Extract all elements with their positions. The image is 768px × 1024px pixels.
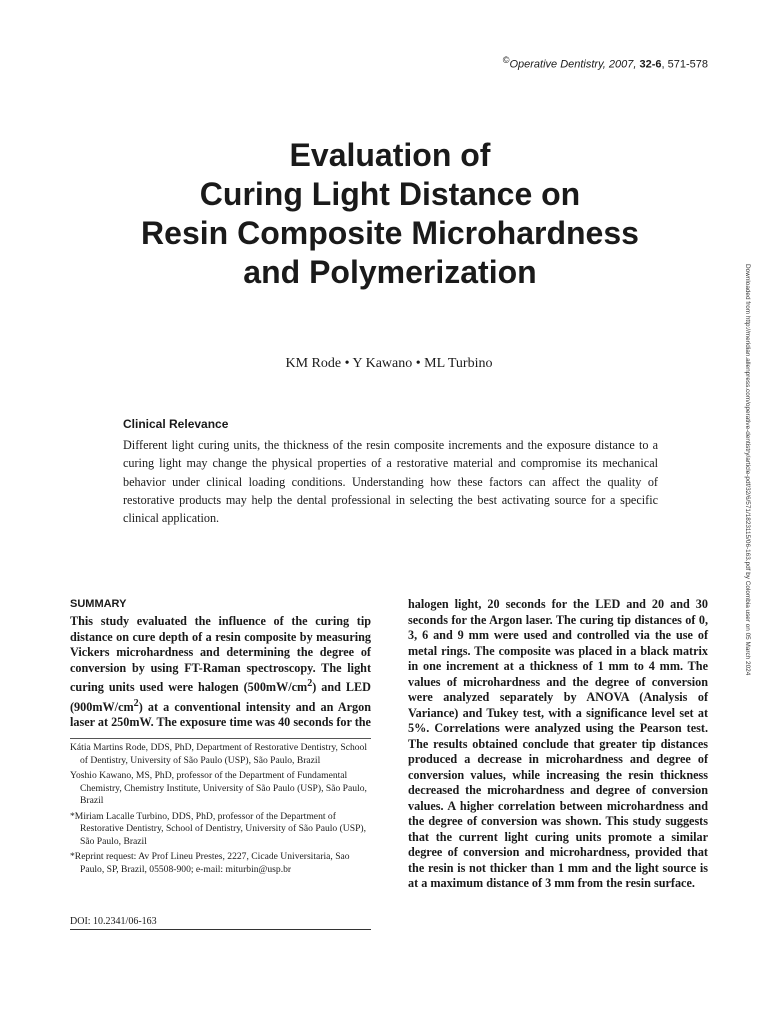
copyright-symbol: © [502, 55, 510, 65]
summary-text-left [70, 614, 371, 731]
author-affiliations [70, 742, 371, 879]
title-line-2: Curing Light Distance on [199, 176, 581, 212]
summary-text-right: halogen light, 20 seconds for the LED and 20 and 30 seconds for the Argon laser. The curing tip distances of 0, 3, 6 and 9 mm were used and controlled via the use of metal rings. The composite was placed in a black matrix in one increment at a thickness of 1 mm to 4 mm. The values of microhardness and the degree of conversion were analyzed separately by ANOVA (Analysis of Variance) and Tukey test, with a significance level set at 5%. Correlations were analyzed using the Pearson test. The results obtained conclude that greater tip distances produced a decrease in microhardness and degree of conversion values, while increasing the resin thickness decreased the microhardness and degree of conversion values. A higher correlation between microhardness and the degree of conversion was shown. This study suggests that the current light curing units promote a similar degree of conversion and microhardness, provided that the resin is not thicker than 1 mm and the light source is at a maximum distance of 3 mm from the resin surface. [408, 597, 708, 890]
title-line-4: and Polymerization [243, 254, 537, 290]
footnote-divider [70, 738, 371, 739]
summary-heading: SUMMARY [70, 598, 127, 610]
affiliation-1: Kátia Martins Rode, DDS, PhD, Department of Restorative Dentistry, School of Dentistry, University of São Paulo (USP), São Paulo, Brazil [70, 742, 368, 766]
page-range: , 571-578 [661, 58, 708, 71]
clinical-relevance-heading: Clinical Relevance [123, 417, 229, 431]
affiliation-2: Yoshio Kawano, MS, PhD, professor of the Department of Fundamental Chemistry, Chemistry Institute, University of São Paulo (USP), São Paulo, Brazil [70, 770, 367, 806]
clinical-relevance-text: Different light curing units, the thickness of the resin composite increments and the exposure distance to a curing light may change the physical properties of a restorative material and compromise its mechanical behavior under clinical loading conditions. Understanding how these factors can affect the quality of restorative products may help the dental professional in selecting the best activating source for a specific clinical application. [123, 438, 658, 526]
affiliation-3: *Miriam Lacalle Turbino, DDS, PhD, professor of the Department of Restorative Dentistry, School of Dentistry, University of São Paulo (USP), São Paulo, Brazil [70, 810, 367, 847]
volume-issue: 32-6 [639, 58, 662, 71]
journal-name: Operative Dentistry, 2007, [509, 58, 637, 71]
superscript: 2 [307, 678, 313, 689]
article-title [80, 136, 700, 292]
summary-left-part-1: This study evaluated the influence of the curing tip distance on cure depth of a resin composite by measuring Vickers microhardness and determining the degree of conversion by using FT-Raman spectroscopy. The light curing units used were halogen (500mW/cm [70, 614, 371, 695]
title-line-3: Resin Composite Microhardness [141, 215, 639, 251]
author-list: KM Rode • Y Kawano • ML Turbino [285, 356, 493, 371]
summary-left-part-2: ) and LED (900mW/cm [70, 680, 371, 714]
title-line-1: Evaluation of [289, 137, 491, 173]
reprint-request: *Reprint request: Av Prof Lineu Prestes, 2227, Cicade Universitaria, Sao Paulo, SP, Brazil, 05508-900; e-mail: miturbin@usp.br [70, 851, 350, 875]
download-note-text: Downloaded from http://meridian.allenpress.com/operative-dentistry/article-pdf/32/6/571/1823115/06-163.pdf by Colombia user on 05 March 2024 [744, 264, 751, 676]
superscript: 2 [133, 697, 139, 709]
journal-citation [503, 55, 708, 71]
doi: DOI: 10.2341/06-163 [70, 916, 157, 927]
summary-left-part-3: ) at a conventional intensity and an Argon laser at 250mW. The exposure time was 40 seconds for the [70, 699, 371, 730]
download-watermark [737, 264, 757, 764]
footnote-bottom-rule [70, 929, 371, 930]
